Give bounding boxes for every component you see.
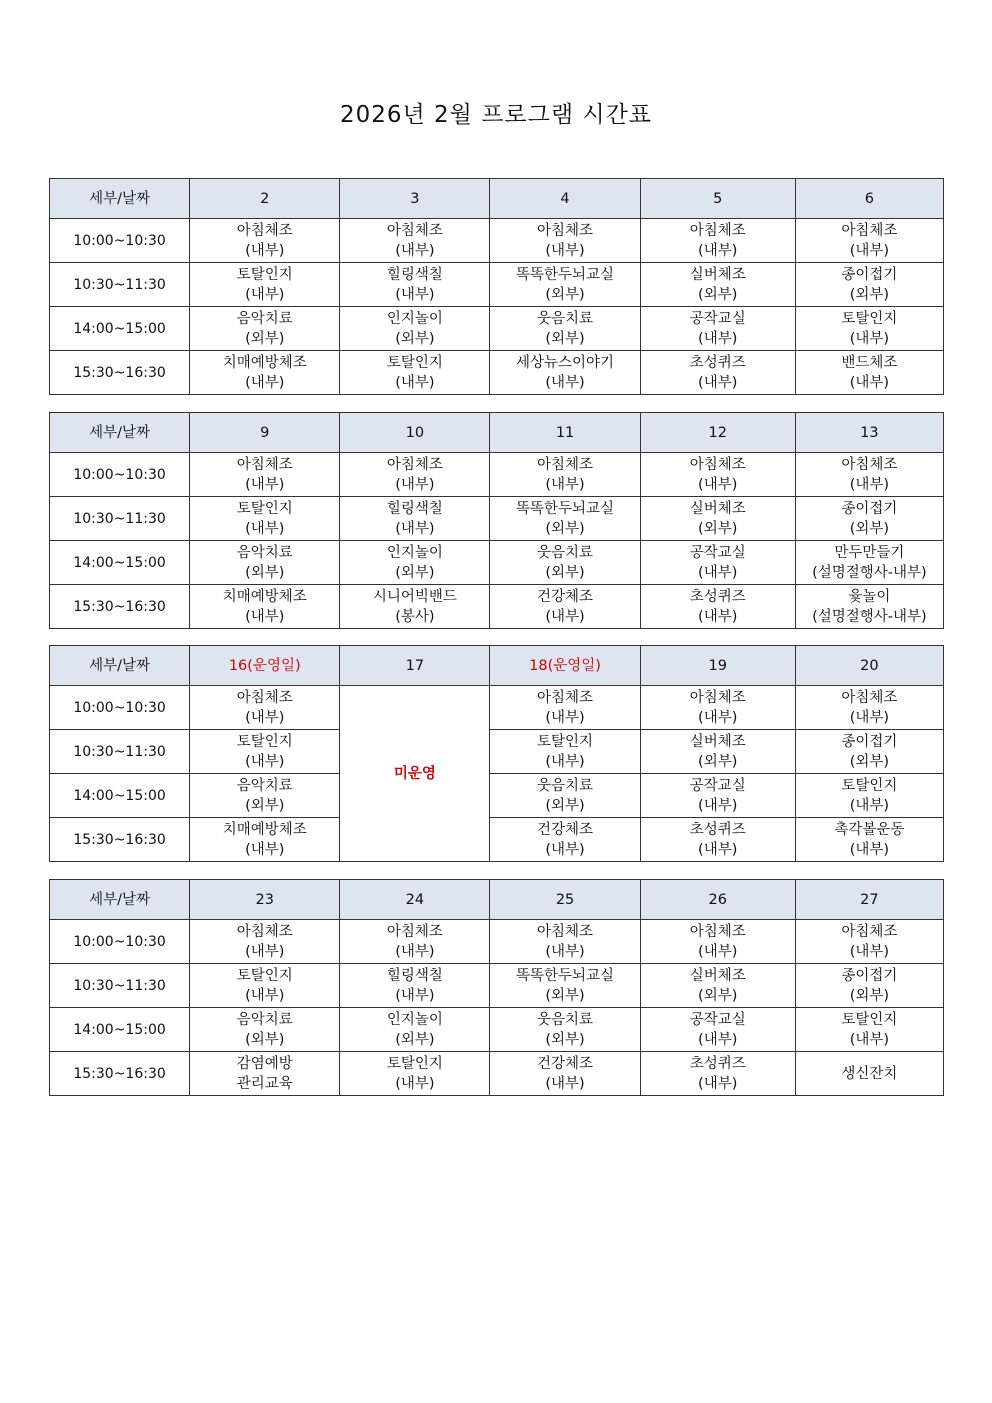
table-row	[50, 307, 944, 351]
program-type: (외부)	[849, 987, 890, 1004]
program-type: (내부)	[545, 476, 585, 493]
program-name: 실버체조	[689, 967, 746, 984]
program-name: 토탈인지	[236, 500, 293, 517]
page-title: 2026년 2월 프로그램 시간표	[339, 102, 653, 128]
program-type: (내부)	[245, 242, 285, 259]
program-cell	[795, 686, 943, 730]
program-cell	[190, 774, 340, 818]
program-type: (내부)	[698, 330, 738, 347]
program-type: (내부)	[245, 987, 285, 1004]
program-cell	[795, 920, 943, 964]
program-type: (내부)	[698, 943, 738, 960]
program-type: (내부)	[395, 242, 435, 259]
time-slot: 10:00~10:30	[50, 686, 190, 730]
program-cell	[640, 453, 795, 497]
program-cell	[190, 964, 340, 1008]
program-name: 아침체조	[689, 456, 746, 473]
program-name: 공작교실	[689, 1011, 746, 1028]
week-table	[49, 879, 944, 1096]
program-type: (내부)	[245, 286, 285, 303]
program-name: 생신잔치	[841, 1065, 898, 1082]
program-cell	[640, 541, 795, 585]
time-slot: 10:30~11:30	[50, 497, 190, 541]
program-type: (내부)	[849, 797, 890, 814]
header-label: 세부/날짜	[50, 413, 190, 453]
program-name: 아침체조	[386, 456, 443, 473]
program-type: (내부)	[698, 1075, 738, 1092]
date-header: 10	[340, 413, 490, 453]
program-cell	[640, 1052, 795, 1096]
program-type: (내부)	[395, 1075, 435, 1092]
program-type: (내부)	[849, 330, 890, 347]
table-row	[50, 686, 944, 730]
program-cell	[795, 818, 943, 862]
program-cell	[640, 219, 795, 263]
program-type: (외부)	[395, 330, 435, 347]
program-type: (외부)	[698, 987, 738, 1004]
program-type: (외부)	[545, 286, 585, 303]
program-type: (내부)	[545, 841, 585, 858]
program-cell	[190, 219, 340, 263]
program-type: (내부)	[698, 841, 738, 858]
program-type: (내부)	[849, 841, 890, 858]
program-type: (내부)	[395, 943, 435, 960]
program-type: (외부)	[545, 330, 585, 347]
program-cell	[640, 964, 795, 1008]
week-table	[49, 412, 944, 629]
program-cell	[190, 351, 340, 395]
program-type: 관리교육	[236, 1075, 293, 1092]
program-type: (외부)	[395, 1031, 435, 1048]
program-name: 치매예방체조	[222, 354, 307, 371]
program-cell	[190, 453, 340, 497]
program-name: 종이접기	[841, 500, 898, 517]
date-header: 19	[640, 646, 795, 686]
program-name: 아침체조	[386, 923, 443, 940]
program-cell	[340, 541, 490, 585]
time-slot: 14:00~15:00	[50, 541, 190, 585]
date-header: 2	[190, 179, 340, 219]
program-type: (내부)	[698, 242, 738, 259]
program-name: 촉각볼운동	[834, 821, 905, 838]
program-name: 초성퀴즈	[689, 1055, 746, 1072]
table-row	[50, 263, 944, 307]
program-cell	[490, 351, 640, 395]
table-row	[50, 920, 944, 964]
date-header: 5	[640, 179, 795, 219]
program-name: 초성퀴즈	[689, 821, 746, 838]
program-name: 아침체조	[236, 456, 293, 473]
program-cell	[640, 818, 795, 862]
program-cell	[490, 774, 640, 818]
date-header: 4	[490, 179, 640, 219]
program-type: (내부)	[849, 709, 890, 726]
program-name: 웃음치료	[537, 777, 594, 794]
program-type: (설명절행사-내부)	[812, 608, 927, 625]
date-header: 20	[795, 646, 943, 686]
time-slot: 14:00~15:00	[50, 774, 190, 818]
date-header: 9	[190, 413, 340, 453]
program-cell	[490, 686, 640, 730]
program-cell	[795, 263, 943, 307]
table-row	[50, 541, 944, 585]
date-header: 18(운영일)	[490, 646, 640, 686]
program-type: (외부)	[698, 753, 738, 770]
table-row	[50, 1008, 944, 1052]
time-slot: 15:30~16:30	[50, 351, 190, 395]
time-slot: 10:30~11:30	[50, 964, 190, 1008]
program-cell	[190, 920, 340, 964]
header-label: 세부/날짜	[50, 880, 190, 920]
program-type: (외부)	[545, 1031, 585, 1048]
program-cell	[490, 920, 640, 964]
program-type: (내부)	[545, 943, 585, 960]
table-row	[50, 585, 944, 629]
program-type: (내부)	[849, 1031, 890, 1048]
program-cell	[795, 774, 943, 818]
table-row	[50, 219, 944, 263]
program-name: 건강체조	[537, 821, 594, 838]
program-name: 토탈인지	[236, 733, 293, 750]
program-cell	[795, 351, 943, 395]
program-type: (내부)	[545, 242, 585, 259]
date-header: 23	[190, 880, 340, 920]
program-type: (외부)	[849, 520, 890, 537]
program-cell	[190, 686, 340, 730]
program-name: 건강체조	[537, 588, 594, 605]
program-name: 아침체조	[841, 456, 898, 473]
program-name: 시니어빅밴드	[372, 588, 457, 605]
program-name: 인지놀이	[386, 310, 443, 327]
header-row	[50, 880, 944, 920]
program-cell	[490, 964, 640, 1008]
program-name: 토탈인지	[386, 354, 443, 371]
program-name: 웃음치료	[537, 310, 594, 327]
program-cell	[490, 219, 640, 263]
program-cell	[340, 351, 490, 395]
program-cell	[490, 1052, 640, 1096]
program-type: (외부)	[395, 564, 435, 581]
program-name: 아침체조	[236, 923, 293, 940]
program-cell	[490, 1008, 640, 1052]
program-cell	[640, 585, 795, 629]
program-type: (외부)	[849, 286, 890, 303]
program-type: (내부)	[849, 943, 890, 960]
time-slot: 14:00~15:00	[50, 307, 190, 351]
program-name: 똑똑한두뇌교실	[516, 967, 615, 984]
program-name: 종이접기	[841, 967, 898, 984]
program-cell	[340, 307, 490, 351]
program-name: 실버체조	[689, 266, 746, 283]
closed-cell: 미운영	[340, 686, 490, 862]
program-name: 실버체조	[689, 500, 746, 517]
program-type: (내부)	[698, 608, 738, 625]
program-type: (설명절행사-내부)	[812, 564, 927, 581]
program-type: (내부)	[245, 608, 285, 625]
program-type: (봉사)	[395, 608, 435, 625]
program-name: 음악치료	[236, 777, 293, 794]
program-cell	[490, 263, 640, 307]
date-header: 24	[340, 880, 490, 920]
program-name: 토탈인지	[236, 266, 293, 283]
date-header: 13	[795, 413, 943, 453]
program-name: 아침체조	[236, 689, 293, 706]
program-cell	[795, 585, 943, 629]
program-name: 힐링색칠	[386, 266, 443, 283]
program-type: (내부)	[698, 374, 738, 391]
table-row	[50, 453, 944, 497]
program-name: 세상뉴스이야기	[516, 354, 615, 371]
program-type: (내부)	[245, 374, 285, 391]
program-name: 초성퀴즈	[689, 354, 746, 371]
time-slot: 15:30~16:30	[50, 1052, 190, 1096]
program-cell	[190, 818, 340, 862]
date-header: 11	[490, 413, 640, 453]
program-type: (내부)	[245, 520, 285, 537]
program-name: 웃음치료	[537, 1011, 594, 1028]
program-type: (내부)	[545, 608, 585, 625]
program-type: (외부)	[698, 520, 738, 537]
program-cell	[190, 730, 340, 774]
week-table	[49, 178, 944, 395]
program-type: (외부)	[545, 797, 585, 814]
program-name: 토탈인지	[841, 310, 898, 327]
program-cell	[190, 307, 340, 351]
program-cell	[795, 1008, 943, 1052]
program-name: 공작교실	[689, 310, 746, 327]
program-cell	[795, 307, 943, 351]
program-name: 건강체조	[537, 1055, 594, 1072]
program-cell	[490, 730, 640, 774]
program-name: 감염예방	[236, 1055, 293, 1072]
program-name: 힐링색칠	[386, 500, 443, 517]
program-type: (내부)	[545, 374, 585, 391]
program-name: 아침체조	[689, 689, 746, 706]
time-slot: 14:00~15:00	[50, 1008, 190, 1052]
time-slot: 10:00~10:30	[50, 920, 190, 964]
program-type: (내부)	[849, 374, 890, 391]
program-cell	[795, 497, 943, 541]
program-name: 치매예방체조	[222, 588, 307, 605]
date-header: 27	[795, 880, 943, 920]
program-cell	[190, 541, 340, 585]
program-name: 토탈인지	[537, 733, 594, 750]
date-header: 12	[640, 413, 795, 453]
program-type: (내부)	[395, 286, 435, 303]
program-cell	[490, 307, 640, 351]
header-row	[50, 413, 944, 453]
program-type: (내부)	[849, 476, 890, 493]
time-slot: 10:30~11:30	[50, 263, 190, 307]
program-type: (내부)	[698, 797, 738, 814]
program-type: (외부)	[545, 987, 585, 1004]
program-type: (외부)	[545, 520, 585, 537]
program-cell	[795, 219, 943, 263]
date-header: 3	[340, 179, 490, 219]
program-cell	[640, 497, 795, 541]
header-row	[50, 646, 944, 686]
program-name: 똑똑한두뇌교실	[516, 500, 615, 517]
program-name: 토탈인지	[841, 777, 898, 794]
program-cell	[190, 1052, 340, 1096]
program-name: 음악치료	[236, 544, 293, 561]
program-name: 치매예방체조	[222, 821, 307, 838]
program-name: 아침체조	[689, 923, 746, 940]
program-type: (내부)	[245, 943, 285, 960]
program-cell	[795, 730, 943, 774]
program-cell	[340, 263, 490, 307]
program-name: 만두만들기	[834, 544, 905, 561]
program-type: (내부)	[698, 476, 738, 493]
program-type: (내부)	[245, 841, 285, 858]
program-name: 공작교실	[689, 544, 746, 561]
program-cell	[340, 453, 490, 497]
program-cell	[490, 497, 640, 541]
table-row	[50, 351, 944, 395]
program-cell	[190, 497, 340, 541]
table-row	[50, 774, 944, 818]
date-header: 26	[640, 880, 795, 920]
program-name: 웃음치료	[537, 544, 594, 561]
program-cell	[190, 1008, 340, 1052]
program-name: 인지놀이	[386, 1011, 443, 1028]
program-type: (내부)	[545, 709, 585, 726]
program-type: (외부)	[245, 797, 285, 814]
program-type: (내부)	[545, 1075, 585, 1092]
program-type: (내부)	[245, 709, 285, 726]
program-cell	[490, 585, 640, 629]
program-cell	[795, 964, 943, 1008]
program-name: 초성퀴즈	[689, 588, 746, 605]
program-cell	[640, 351, 795, 395]
program-type: (외부)	[245, 564, 285, 581]
program-name: 음악치료	[236, 1011, 293, 1028]
program-cell	[795, 1052, 943, 1096]
program-type: (내부)	[698, 1031, 738, 1048]
program-cell	[340, 920, 490, 964]
program-cell	[795, 453, 943, 497]
program-cell	[490, 541, 640, 585]
program-name: 실버체조	[689, 733, 746, 750]
week-table	[49, 645, 944, 862]
program-type: (내부)	[395, 987, 435, 1004]
program-name: 아침체조	[841, 222, 898, 239]
program-name: 아침체조	[386, 222, 443, 239]
program-type: (내부)	[698, 564, 738, 581]
date-header: 25	[490, 880, 640, 920]
program-name: 힐링색칠	[386, 967, 443, 984]
date-header: 6	[795, 179, 943, 219]
program-name: 아침체조	[537, 689, 594, 706]
table-row	[50, 497, 944, 541]
time-slot: 15:30~16:30	[50, 818, 190, 862]
program-type: (내부)	[698, 709, 738, 726]
program-name: 아침체조	[537, 222, 594, 239]
program-cell	[340, 1052, 490, 1096]
program-cell	[340, 585, 490, 629]
date-header: 17	[340, 646, 490, 686]
time-slot: 10:30~11:30	[50, 730, 190, 774]
program-type: (내부)	[395, 520, 435, 537]
program-name: 아침체조	[537, 923, 594, 940]
header-label: 세부/날짜	[50, 179, 190, 219]
program-cell	[340, 497, 490, 541]
program-name: 공작교실	[689, 777, 746, 794]
program-name: 아침체조	[841, 689, 898, 706]
table-row	[50, 818, 944, 862]
time-slot: 15:30~16:30	[50, 585, 190, 629]
table-row	[50, 964, 944, 1008]
program-cell	[640, 263, 795, 307]
header-label: 세부/날짜	[50, 646, 190, 686]
program-type: (내부)	[245, 753, 285, 770]
program-cell	[795, 541, 943, 585]
program-cell	[640, 774, 795, 818]
program-name: 토탈인지	[236, 967, 293, 984]
program-name: 밴드체조	[841, 354, 898, 371]
program-type: (내부)	[245, 476, 285, 493]
program-cell	[190, 263, 340, 307]
program-name: 토탈인지	[841, 1011, 898, 1028]
program-name: 아침체조	[236, 222, 293, 239]
program-type: (외부)	[849, 753, 890, 770]
program-name: 종이접기	[841, 733, 898, 750]
program-cell	[490, 818, 640, 862]
header-row	[50, 179, 944, 219]
program-cell	[640, 920, 795, 964]
program-name: 아침체조	[537, 456, 594, 473]
program-type: (내부)	[849, 242, 890, 259]
program-type: (내부)	[395, 476, 435, 493]
program-name: 인지놀이	[386, 544, 443, 561]
time-slot: 10:00~10:30	[50, 219, 190, 263]
program-name: 토탈인지	[386, 1055, 443, 1072]
program-cell	[640, 307, 795, 351]
program-cell	[340, 219, 490, 263]
program-cell	[640, 1008, 795, 1052]
program-type: (내부)	[545, 753, 585, 770]
program-cell	[340, 1008, 490, 1052]
program-cell	[340, 964, 490, 1008]
program-type: (내부)	[395, 374, 435, 391]
time-slot: 10:00~10:30	[50, 453, 190, 497]
program-name: 종이접기	[841, 266, 898, 283]
program-name: 음악치료	[236, 310, 293, 327]
program-name: 윷놀이	[848, 588, 891, 605]
program-type: (외부)	[698, 286, 738, 303]
program-type: (외부)	[545, 564, 585, 581]
program-type: (외부)	[245, 330, 285, 347]
program-name: 똑똑한두뇌교실	[516, 266, 615, 283]
program-cell	[640, 686, 795, 730]
program-cell	[640, 730, 795, 774]
table-row	[50, 1052, 944, 1096]
program-type: (외부)	[245, 1031, 285, 1048]
table-row	[50, 730, 944, 774]
program-cell	[490, 453, 640, 497]
program-cell	[190, 585, 340, 629]
date-header: 16(운영일)	[190, 646, 340, 686]
program-name: 아침체조	[689, 222, 746, 239]
program-name: 아침체조	[841, 923, 898, 940]
